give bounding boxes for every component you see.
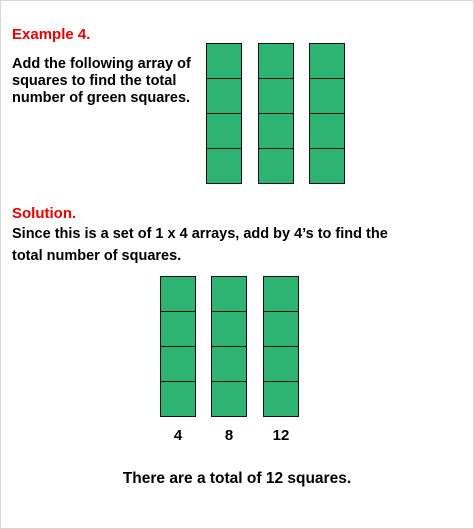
green-square bbox=[160, 311, 196, 347]
green-square bbox=[211, 346, 247, 382]
example-column-3 bbox=[309, 43, 345, 184]
green-square bbox=[160, 346, 196, 382]
solution-column-2 bbox=[211, 276, 247, 417]
example-prompt-line-1: Add the following array of bbox=[12, 56, 191, 72]
example-prompt-line-3: number of green squares. bbox=[12, 90, 191, 106]
green-square bbox=[258, 148, 294, 184]
green-square bbox=[263, 311, 299, 347]
green-square bbox=[263, 346, 299, 382]
solution-line-1: Since this is a set of 1 x 4 arrays, add by 4’s to find the bbox=[12, 226, 388, 242]
example-heading: Example 4. bbox=[12, 26, 91, 43]
green-square bbox=[309, 43, 345, 79]
solution-heading: Solution. bbox=[12, 205, 77, 222]
solution-line-2: total number of squares. bbox=[12, 248, 182, 264]
green-square bbox=[211, 381, 247, 417]
green-square bbox=[160, 276, 196, 312]
green-square bbox=[309, 148, 345, 184]
green-square bbox=[258, 113, 294, 149]
example-column-2 bbox=[258, 43, 294, 184]
green-square bbox=[258, 43, 294, 79]
green-square bbox=[309, 113, 345, 149]
running-total-1: 4 bbox=[173, 427, 183, 444]
green-square bbox=[206, 148, 242, 184]
example-prompt-line-2: squares to find the total bbox=[12, 73, 177, 89]
green-square bbox=[206, 113, 242, 149]
green-square bbox=[309, 78, 345, 114]
example-column-1 bbox=[206, 43, 242, 184]
green-square bbox=[211, 311, 247, 347]
green-square bbox=[206, 78, 242, 114]
green-square bbox=[263, 381, 299, 417]
green-square bbox=[211, 276, 247, 312]
green-square bbox=[258, 78, 294, 114]
running-total-2: 8 bbox=[224, 427, 234, 444]
solution-column-3 bbox=[263, 276, 299, 417]
conclusion-text: There are a total of 12 squares. bbox=[122, 470, 352, 487]
solution-column-1 bbox=[160, 276, 196, 417]
green-square bbox=[160, 381, 196, 417]
green-square bbox=[263, 276, 299, 312]
green-square bbox=[206, 43, 242, 79]
running-total-3: 12 bbox=[272, 427, 290, 444]
